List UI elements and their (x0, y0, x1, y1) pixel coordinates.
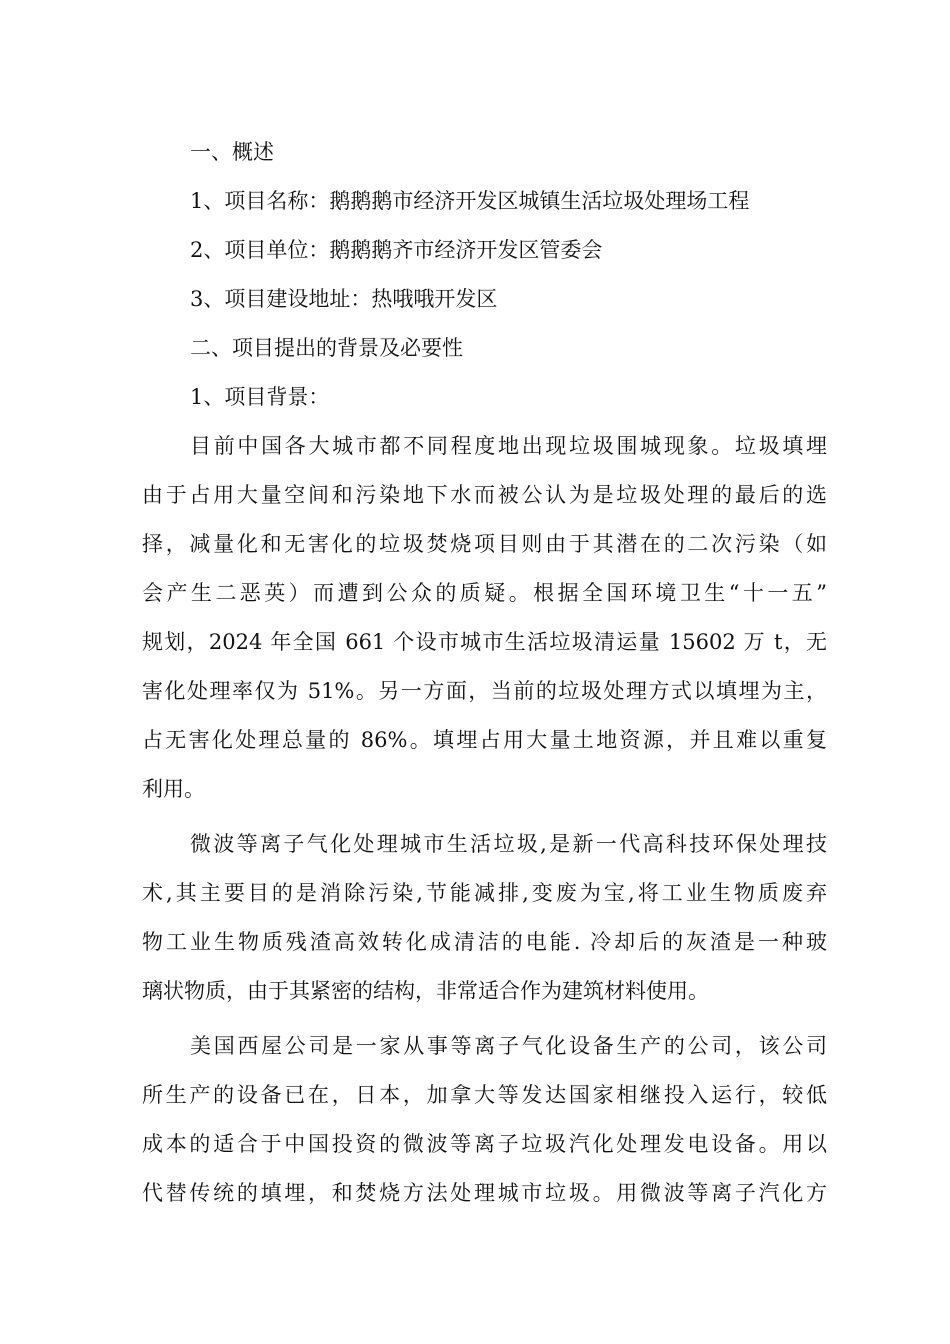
paragraph-line: 占无害化处理总量的 86%。填埋占用大量土地资源，并且难以重复 (142, 728, 827, 752)
project-name-item: 1、项目名称：鹅鹅鹅市经济开发区城镇生活垃圾处理场工程 (190, 189, 750, 213)
document-body (142, 128, 827, 1218)
paragraph-line: 术,其主要目的是消除污染,节能减排,变废为宝,将工业生物质废弃 (142, 881, 827, 905)
paragraph-landfill (142, 422, 827, 814)
section-heading-background: 二、项目提出的背景及必要性 (190, 336, 463, 360)
section-heading-overview: 一、概述 (190, 140, 274, 164)
project-location-item: 3、项目建设地址：热哦哦开发区 (190, 287, 498, 311)
paragraph-line: 所生产的设备已在，日本，加拿大等发达国家相继投入运行，较低 (142, 1083, 827, 1107)
subheading-background: 1、项目背景： (190, 385, 330, 409)
paragraph-line: 规划，2024 年全国 661 个设市城市生活垃圾清运量 15602 万 t，无 (142, 630, 827, 654)
paragraph-line: 会产生二恶英）而遭到公众的质疑。根据全国环境卫生“十一五” (142, 581, 827, 605)
paragraph-line: 代替传统的填埋，和焚烧方法处理城市垃圾。用微波等离子汽化方 (142, 1181, 827, 1205)
paragraph-line: 璃状物质，由于其紧密的结构，非常适合作为建筑材料使用。 (142, 979, 709, 1003)
paragraph-line: 择，减量化和无害化的垃圾焚烧项目则由于其潜在的二次污染（如 (142, 532, 827, 556)
paragraph-line: 美国西屋公司是一家从事等离子气化设备生产的公司，该公司 (190, 1034, 827, 1058)
project-unit-item: 2、项目单位：鹅鹅鹅齐市经济开发区管委会 (190, 238, 603, 262)
paragraph-westinghouse (142, 1022, 827, 1218)
paragraph-line: 害化处理率仅为 51%。另一方面，当前的垃圾处理方式以填埋为主， (142, 679, 827, 703)
paragraph-line: 微波等离子气化处理城市生活垃圾,是新一代高科技环保处理技 (190, 832, 827, 856)
paragraph-plasma (142, 820, 827, 1016)
paragraph-line: 成本的适合于中国投资的微波等离子垃圾汽化处理发电设备。用以 (142, 1132, 827, 1156)
paragraph-line: 利用。 (142, 777, 205, 801)
paragraph-line: 目前中国各大城市都不同程度地出现垃圾围城现象。垃圾填埋 (190, 434, 827, 458)
paragraph-line: 物工业生物质残渣高效转化成清洁的电能. 冷却后的灰渣是一种玻 (142, 930, 827, 954)
paragraph-line: 由于占用大量空间和污染地下水而被公认为是垃圾处理的最后的选 (142, 483, 827, 507)
